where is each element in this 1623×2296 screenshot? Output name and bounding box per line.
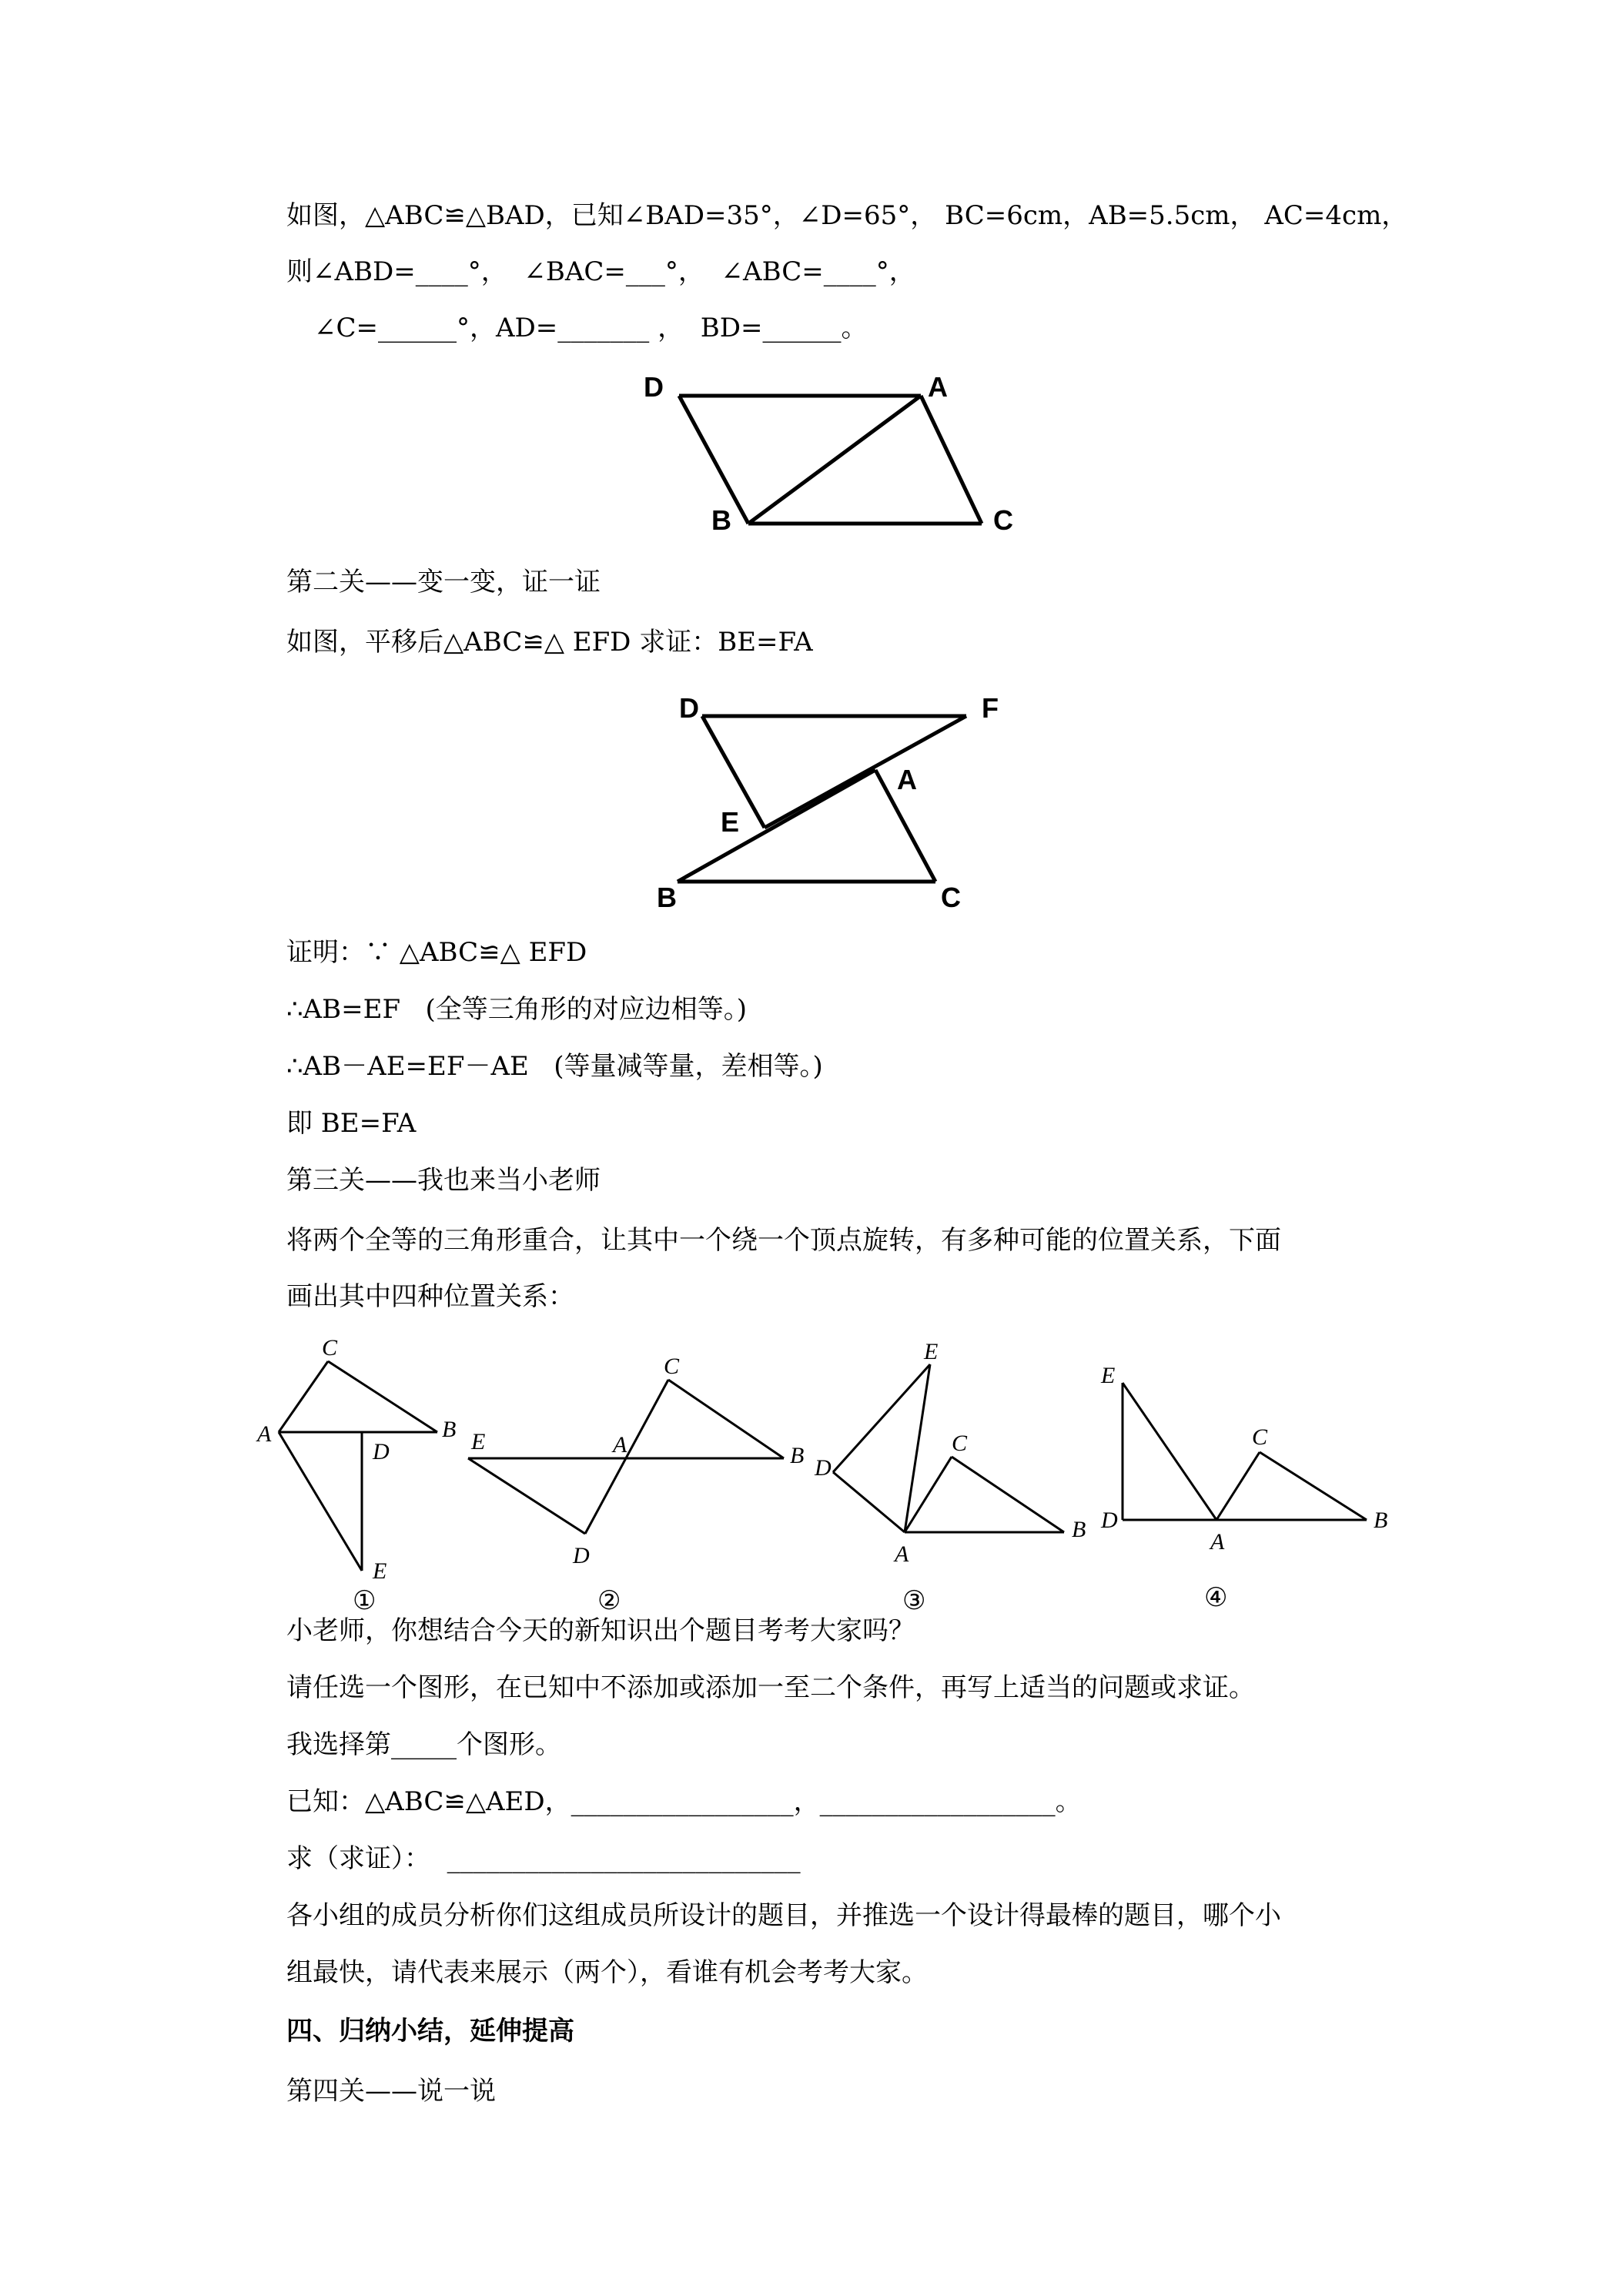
level3-question1: 小老师，你想结合今天的新知识出个题目考考大家吗？: [286, 1615, 915, 1646]
label-F: F: [982, 692, 999, 724]
fig2-label-B: B: [790, 1443, 805, 1468]
figure-number-2: ②: [597, 1585, 621, 1616]
proof-line1: 证明：∵ △ABC≌△ EFD: [286, 937, 587, 968]
proof-line2: ∴AB=EF (全等三角形的对应边相等。): [286, 994, 748, 1025]
level3-given: 已知：△ABC≌△AED，_________________，__________________。: [286, 1786, 1082, 1817]
fig1-label-C: C: [322, 1335, 338, 1361]
fig4-label-A: A: [1210, 1529, 1225, 1555]
level3-prove: 求（求证）： ___________________________: [286, 1843, 801, 1874]
fig1-segment-CB: [328, 1361, 437, 1432]
fig2-segment-ED: [468, 1458, 585, 1534]
label-D: D: [679, 692, 699, 724]
fig1-label-E: E: [373, 1558, 387, 1584]
problem1-line3: ∠C=______°，AD=_______ ， BD=______。: [314, 313, 868, 343]
segment-AB: [748, 396, 921, 524]
fig4-label-B: B: [1374, 1508, 1388, 1533]
fig4-segment-AC: [1216, 1452, 1260, 1520]
fig2-label-E: E: [471, 1429, 486, 1454]
fig4-label-D: D: [1101, 1508, 1118, 1533]
fig4-segment-EA: [1123, 1383, 1216, 1520]
proof-line3: ∴AB－AE=EF－AE (等量减等量，差相等。): [286, 1051, 823, 1082]
fig3-segment-AC: [905, 1457, 952, 1532]
fig3-label-C: C: [952, 1431, 968, 1456]
level3-intro-line2: 画出其中四种位置关系：: [286, 1281, 574, 1312]
problem1-line1: 如图，△ABC≌△BAD，已知∠BAD=35°，∠D=65°， BC=6cm，AB=5.5cm， AC=4cm，: [286, 200, 1408, 231]
segment-AC: [921, 396, 982, 524]
fig3-label-E: E: [924, 1339, 939, 1364]
fig3-label-B: B: [1072, 1517, 1086, 1542]
label-E: E: [721, 806, 740, 838]
label-C: C: [993, 504, 1013, 536]
level3-question2: 请任选一个图形，在已知中不添加或添加一至二个条件，再写上适当的问题或求证。: [286, 1672, 1255, 1703]
level3-intro-line1: 将两个全等的三角形重合，让其中一个绕一个顶点旋转，有多种可能的位置关系，下面: [286, 1225, 1281, 1256]
fig2-label-A: A: [613, 1432, 627, 1458]
fig1-segment-AE: [279, 1432, 362, 1571]
level2-statement: 如图，平移后△ABC≌△ EFD 求证：BE=FA: [286, 627, 813, 658]
figure-rotations: [246, 1332, 1401, 1616]
label-B: B: [657, 882, 677, 913]
fig1-label-B: B: [442, 1417, 457, 1442]
figure-number-4: ④: [1204, 1582, 1228, 1613]
figure-parallelogram: [631, 362, 1032, 547]
fig2-label-C: C: [664, 1354, 680, 1379]
problem1-line2: 则∠ABD=____°， ∠BAC=___°， ∠ABC=____°，: [286, 256, 915, 287]
label-B: B: [711, 504, 731, 536]
fig4-label-C: C: [1252, 1424, 1268, 1450]
level3-choose-figure: 我选择第_____个图形。: [286, 1729, 561, 1760]
fig1-label-A: A: [257, 1421, 272, 1447]
proof-line4: 即 BE=FA: [286, 1108, 417, 1139]
level3-title: 第三关——我也来当小老师: [286, 1165, 601, 1196]
fig4-label-E: E: [1101, 1363, 1116, 1388]
fig3-segment-CB: [952, 1457, 1064, 1532]
label-A: A: [928, 371, 948, 403]
fig3-label-A: A: [895, 1541, 909, 1567]
fig1-label-D: D: [373, 1439, 390, 1464]
level2-title: 第二关——变一变，证一证: [286, 567, 601, 597]
fig4-segment-CB: [1260, 1452, 1367, 1520]
level3-group-line1: 各小组的成员分析你们这组成员所设计的题目，并推选一个设计得最棒的题目，哪个小: [286, 1900, 1281, 1931]
label-A: A: [897, 764, 917, 795]
fig2-segment-CB: [668, 1380, 784, 1458]
segment-BA: [678, 770, 875, 882]
fig2-label-D: D: [573, 1543, 590, 1568]
level3-group-line2: 组最快，请代表来展示（两个），看谁有机会考考大家。: [286, 1957, 928, 1988]
section4-heading: 四、归纳小结，延伸提高: [286, 2016, 574, 2047]
fig3-label-D: D: [815, 1455, 832, 1481]
segment-EF: [765, 716, 966, 828]
fig1-segment-AC: [279, 1361, 328, 1432]
label-C: C: [941, 882, 961, 913]
label-D: D: [644, 371, 664, 403]
figure-number-1: ①: [353, 1585, 376, 1616]
fig3-segment-DA: [833, 1472, 905, 1532]
figure-translation: [647, 681, 1024, 916]
figure-number-3: ③: [902, 1585, 926, 1616]
level4-title: 第四关——说一说: [286, 2076, 496, 2107]
